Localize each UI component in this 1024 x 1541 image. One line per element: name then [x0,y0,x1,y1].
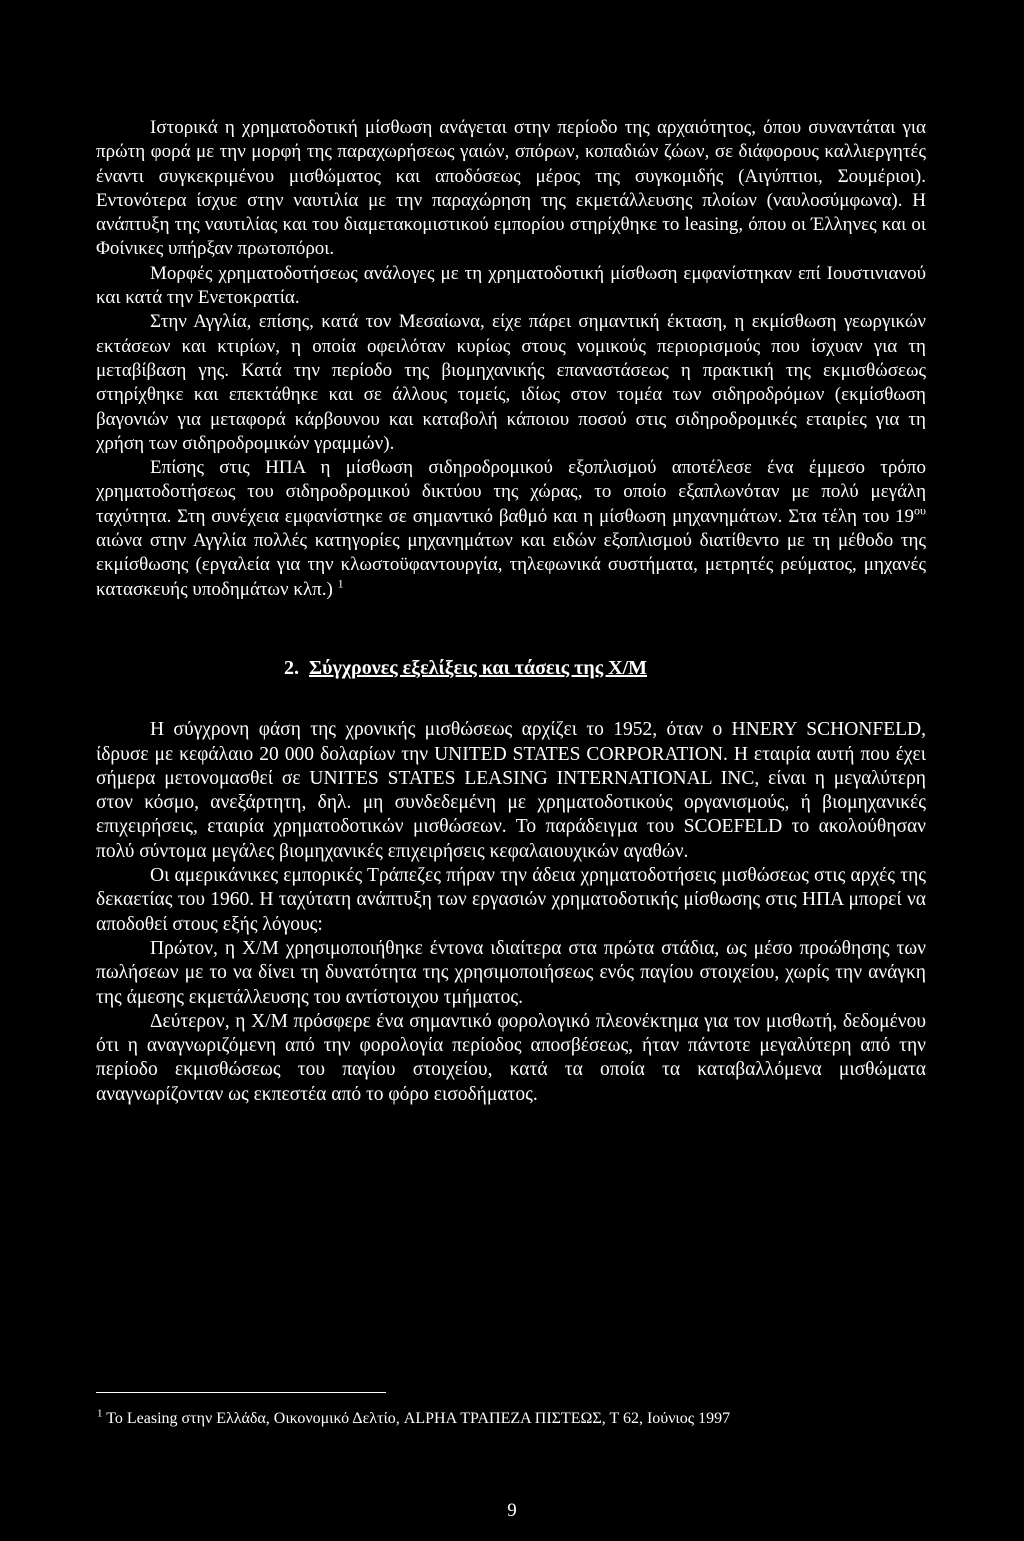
paragraph-england: Στην Αγγλία, επίσης, κατά τον Μεσαίωνα, είχε πάρει σημαντική έκταση, η εκμίσθωση γεωργικών εκτάσεων και κτιρίων, η οποία οφειλόταν κυρίως στους νομικούς περιορισμούς που ίσχυαν για τη μεταβίβαση γης. Κατά την περίοδο της βιομηχανικής επαναστάσεως η πρακτική της εκμισθώσεως στηρίχθηκε και επεκτάθηκε και σε άλλους τομείς, ιδίως στον τομέα των σιδηροδρόμων (εκμίσθωση βαγονιών για μεταφορά κάρβουνου και καταβολή κάποιου ποσού στις σιδηροδρομικές εταιρίες για τη χρήση των σιδηροδρομικών γραμμών). [96,311,926,454]
paragraph-history-origins: Ιστορικά η χρηματοδοτική μίσθωση ανάγεται στην περίοδο της αρχαιότητος, όπου συναντάται για πρώτη φορά με την μορφή της παραχωρήσεως γαιών, σπόρων, κοπαδιών ζώων, σε διάφορους καλλιεργητές έναντι συγκεκριμένου μισθώματος και αποδόσεως μέρος της συγκομιδής (Αιγύπτιοι, Σουμέριοι). Εντονότερα ίσχυε στην ναυτιλία με την παραχώρηση της εκμετάλλευσης πλοίων (ναυλοσύμφωνα). Η ανάπτυξη της ναυτιλίας και του διαμετακομιστικού εμπορίου στηρίχθηκε το leasing, όπου οι Έλληνες και οι Φοίνικες υπήρξαν πρωτοπόροι. [96,117,926,260]
paragraph-reason-first: Πρώτον, η Χ/Μ χρησιμοποιήθηκε έντονα ιδιαίτερα στα πρώτα στάδια, ως μέσο προώθησης των πωλήσεων με το να δίνει τη δυνατότητα της χρησιμοποιήσεως ενός παγίου στοιχείου, χωρίς την ανάγκη της άμεσης εκμετάλλευσης του αντίστοιχου τμήματος. [96,937,926,1008]
footnote-text: Το Leasing στην Ελλάδα, Οικονομικό Δελτίο, ALPHA ΤΡΑΠΕΖΑ ΠΙΣΤΕΩΣ, Τ 62, Ιούνιος 1997 [102,1410,731,1427]
footnote-marker: 1 [97,1407,103,1420]
paragraph-usa-railways [96,456,926,602]
paragraph-usa-text-end: αιώνα στην Αγγλία πολλές κατηγορίες μηχανημάτων και ειδών εξοπλισμού διατίθεντο με τη μέθοδο της εκμίσθωσης (εργαλεία για την κλωστοϋφαντουργία, τηλεφωνικά συστήματα, μετρητές ρεύματος, μηχανές κατασκευής υποδημάτων κλπ.) [96,530,926,600]
footnote-reference[interactable]: 1 [337,576,344,591]
section-history [96,116,926,602]
paragraph-schonfeld: Η σύγχρονη φάση της χρονικής μισθώσεως αρχίζει το 1952, όταν ο HNERY SCHONFELD, ίδρυσε με κεφάλαιο 20 000 δολαρίων την UNITED STATES CORPORATION. Η εταιρία αυτή που έχει σήμερα μετονομασθεί σε UNITES STATES LEASING INTERNATIONAL INC, είναι η μεγαλύτερη στον κόσμο, ανεξάρτητη, δηλ. μη συνδεδεμένη με χρηματοδοτικούς οργανισμούς, ή βιομηχανικές επιχειρήσεις, εταιρία χρηματοδοτικών μισθώσεων. Το παράδειγμα του SCOEFELD το ακολούθησαν πολύ σύντομα μεγάλες βιομηχανικές επιχειρήσεις κεφαλαιουχικών αγαθών. [96,719,926,862]
section-heading-number: 2. [284,656,299,679]
footnote-separator [96,1392,386,1393]
ordinal-superscript: ου [914,503,926,518]
page-body [96,116,926,1107]
footnote [97,1409,927,1429]
paragraph-american-banks: Οι αμερικάνικες εμπορικές Τράπεζες πήραν την άδεια χρηματοδοτήσεις μισθώσεως στις αρχές της δεκαετίας του 1960. Η ταχύτατη ανάπτυξη των εργασιών χρηματοδοτικής μίσθωσης στις ΗΠΑ μπορεί να αποδοθεί στους εξής λόγους: [96,865,926,935]
page-number: 9 [507,1500,517,1521]
paragraph-justinian: Μορφές χρηματοδοτήσεως ανάλογες με τη χρηματοδοτική μίσθωση εμφανίστηκαν επί Ιουστινιανού και κατά την Ενετοκρατία. [96,262,926,309]
paragraph-reason-second: Δεύτερον, η Χ/Μ πρόσφερε ένα σημαντικό φορολογικό πλεονέκτημα για τον μισθωτή, δεδομένου ότι η αναγνωριζόμενη από την φορολογία περίοδος αποσβέσεως, ήταν πάντοτε μεγαλύτερη από την περίοδο εκμισθώσεως του παγίου στοιχείου, κατά τα οποία τα καταβαλλόμενα μισθώματα αναγνωρίζονταν ως εκπεστέα από το φόρο εισοδήματος. [96,1010,926,1105]
section-modern-developments [96,718,926,1107]
section-heading-title: Σύγχρονες εξελίξεις και τάσεις της Χ/Μ [309,656,648,679]
section-heading [96,656,926,680]
paragraph-usa-text-start: Επίσης στις ΗΠΑ η μίσθωση σιδηροδρομικού εξοπλισμού αποτέλεσε ένα έμμεσο τρόπο χρηματοδοτήσεως του σιδηροδρομικού δικτύου της χώρας, το οποίο εξαπλωνόταν με πολύ μεγάλη ταχύτητα. Στη συνέχεια εμφανίστηκε σε σημαντικό βαθμό και η μίσθωση μηχανημάτων. Στα τέλη του 19 [96,457,926,527]
